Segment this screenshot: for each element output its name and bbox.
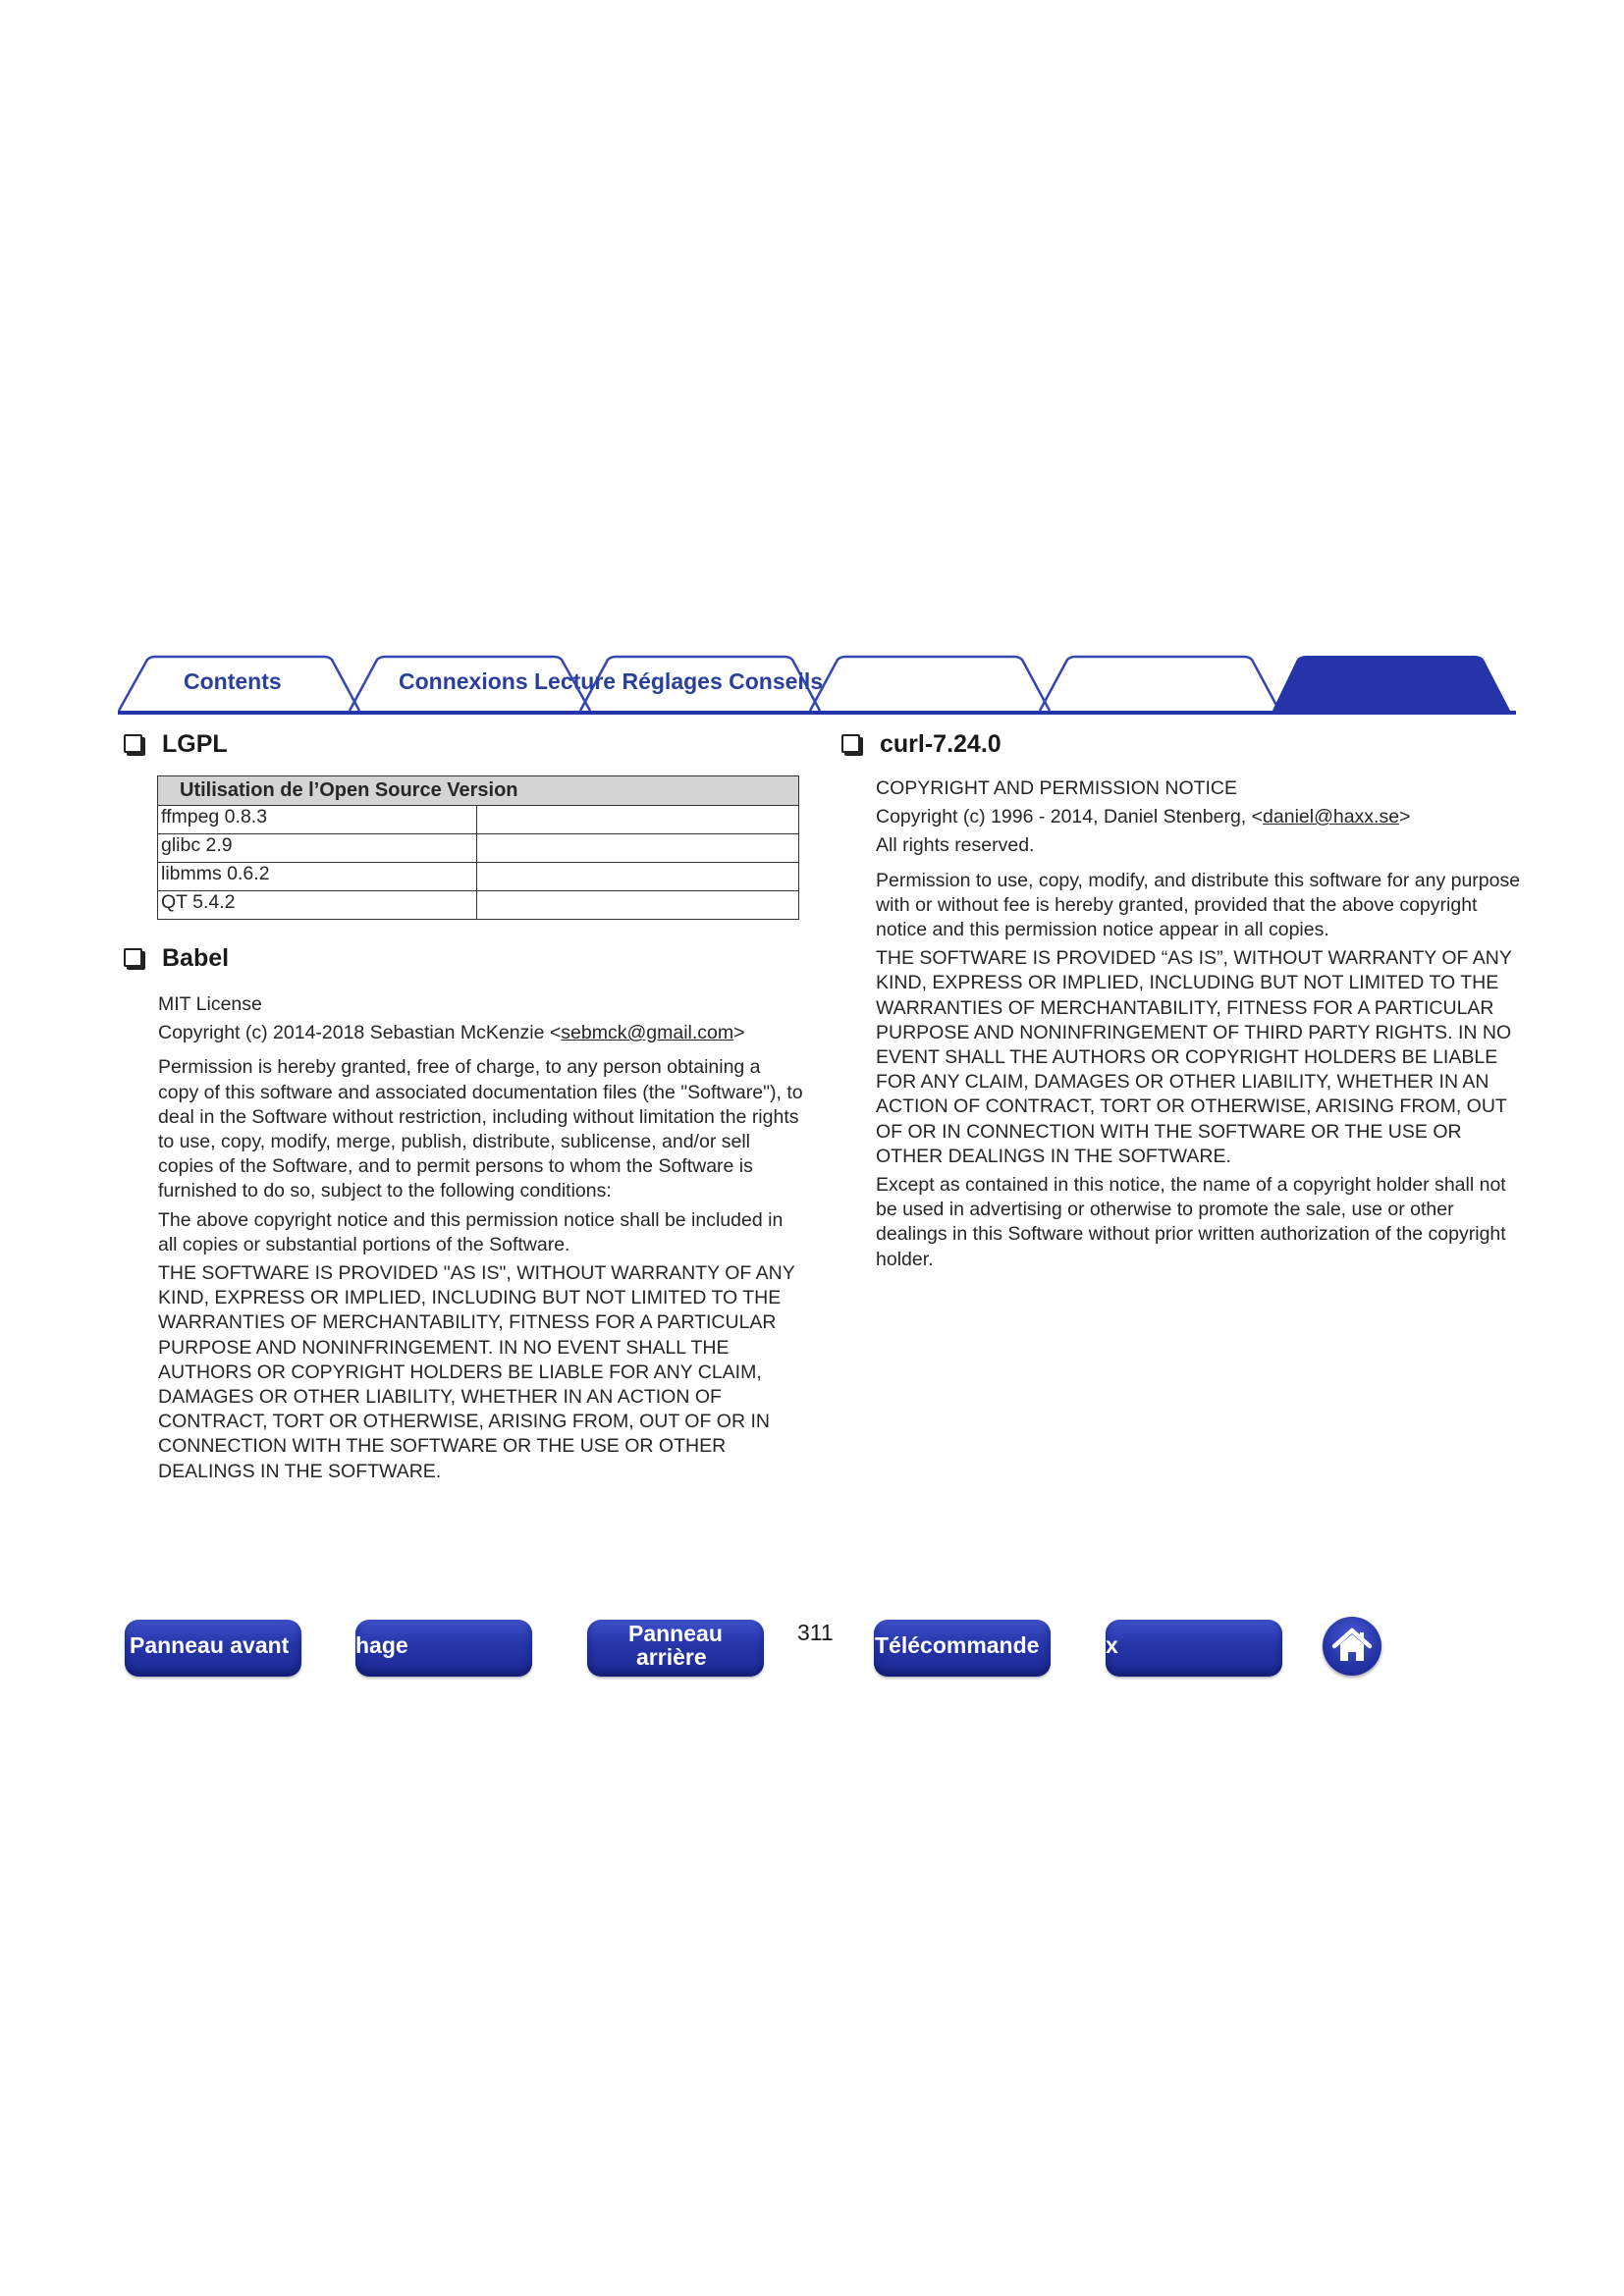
curl-heading — [841, 730, 1001, 759]
page-number: 311 — [797, 1620, 834, 1645]
table-row — [158, 806, 799, 834]
checkbox-bullet-icon — [124, 948, 142, 967]
curl-rights: All rights reserved. — [876, 834, 1035, 857]
table-cell: libmms 0.6.2 — [158, 863, 477, 891]
babel-copyright — [158, 1021, 806, 1045]
panneau-arriere-label-2: arrière — [636, 1644, 707, 1670]
table-cell-empty — [476, 891, 798, 920]
checkbox-bullet-icon — [124, 734, 142, 753]
babel-permission: Permission is hereby granted, free of charge, to any person obtaining a copy of this software and associated documentation files (the "Software"), to deal in the Software without restriction, including without limitation the rights to use, copy, modify, merge, publish, distribute, sublicense, and/or sell copies of the Software, and to permit persons to whom the Software is furnished to do so, subject to the following conditions: — [158, 1056, 803, 1202]
lgpl-heading-text: LGPL — [162, 730, 228, 758]
telecommande-button[interactable] — [874, 1620, 1051, 1677]
curl-warranty: THE SOFTWARE IS PROVIDED “AS IS”, WITHOUT WARRANTY OF ANY KIND, EXPRESS OR IMPLIED, INCLUDING BUT NOT LIMITED TO THE WARRANTIES OF MERCHANTABILITY, FITNESS FOR A PARTICULAR PURPOSE AND NONINFRINGEMENT OF THIRD PARTY RIGHTS. IN NO EVENT SHALL THE AUTHORS OR COPYRIGHT HOLDERS BE LIABLE FOR ANY CLAIM, DAMAGES OR OTHER LIABILITY, WHETHER IN AN ACTION OF CONTRACT, TORT OR OTHERWISE, ARISING FROM, OUT OF OR IN CONNECTION WITH THE SOFTWARE OR THE USE OR OTHER DEALINGS IN THE SOFTWARE. — [876, 947, 1512, 1167]
curl-title: COPYRIGHT AND PERMISSION NOTICE — [876, 777, 1238, 799]
table-header-cell: Utilisation de l’Open Source Version — [158, 776, 799, 806]
tab-connexions-lecture-reglages-conseils[interactable]: Connexions Lecture Réglages Conseils — [399, 668, 824, 694]
panneau-arriere-button[interactable] — [587, 1620, 764, 1677]
curl-body — [876, 776, 1524, 1272]
telecommande-label: Télécommande — [875, 1632, 1040, 1658]
babel-email-link[interactable]: sebmck@gmail.com — [561, 1022, 734, 1044]
lgpl-heading — [124, 730, 228, 759]
babel-heading-text: Babel — [162, 944, 230, 972]
affichage-button[interactable] — [355, 1620, 532, 1677]
tab-bar-outline — [0, 0, 1624, 726]
index-button[interactable] — [1106, 1620, 1282, 1677]
table-cell-empty — [476, 806, 798, 834]
table-header-row — [158, 776, 799, 806]
table-cell: ffmpeg 0.8.3 — [158, 806, 477, 834]
babel-license: MIT License — [158, 993, 262, 1015]
babel-copyright-end: > — [733, 1022, 745, 1044]
affichage-label: hage — [355, 1632, 408, 1658]
tab-bar — [0, 0, 1624, 726]
table-row — [158, 863, 799, 891]
table-cell-empty — [476, 834, 798, 863]
curl-copyright-text: Copyright (c) 1996 - 2014, Daniel Stenberg, < — [876, 806, 1264, 828]
curl-except: Except as contained in this notice, the name of a copyright holder shall not be used in advertising or otherwise to promote the sale, use or other dealings in this Software without prior written authorization of the copyright holder. — [876, 1174, 1506, 1270]
table-cell-empty — [476, 863, 798, 891]
panneau-arriere-label-1: Panneau — [628, 1621, 723, 1646]
panneau-avant-button[interactable] — [125, 1620, 301, 1677]
table-cell: QT 5.4.2 — [158, 891, 477, 920]
curl-copyright-end: > — [1399, 806, 1411, 828]
panneau-avant-label: Panneau avant — [130, 1632, 290, 1658]
tab-contents[interactable]: Contents — [184, 668, 282, 694]
checkbox-bullet-icon — [841, 734, 860, 753]
curl-heading-text: curl-7.24.0 — [880, 730, 1001, 758]
babel-copyright-text: Copyright (c) 2014-2018 Sebastian McKenzie < — [158, 1022, 562, 1044]
open-source-table — [157, 775, 799, 920]
table-row — [158, 834, 799, 863]
babel-notice: The above copyright notice and this permission notice shall be included in all copies or substantial portions of the Software. — [158, 1208, 784, 1255]
babel-warranty: THE SOFTWARE IS PROVIDED "AS IS", WITHOUT WARRANTY OF ANY KIND, EXPRESS OR IMPLIED, INCLUDING BUT NOT LIMITED TO THE WARRANTIES OF MERCHANTABILITY, FITNESS FOR A PARTICULAR PURPOSE AND NONINFRINGEMENT. IN NO EVENT SHALL THE AUTHORS OR COPYRIGHT HOLDERS BE LIABLE FOR ANY CLAIM, DAMAGES OR OTHER LIABILITY, WHETHER IN AN ACTION OF CONTRACT, TORT OR OTHERWISE, ARISING FROM, OUT OF OR IN CONNECTION WITH THE SOFTWARE OR THE USE OR OTHER DEALINGS IN THE SOFTWARE. — [158, 1262, 795, 1482]
table-row — [158, 891, 799, 920]
babel-heading — [124, 944, 229, 973]
curl-copyright — [876, 805, 1524, 829]
index-label: x — [1106, 1632, 1118, 1658]
table-cell: glibc 2.9 — [158, 834, 477, 863]
curl-permission: Permission to use, copy, modify, and distribute this software for any purpose with or without fee is hereby granted, provided that the above copyright notice and this permission notice appear in all copies. — [876, 869, 1521, 941]
babel-body — [158, 992, 806, 1484]
home-button[interactable] — [1323, 1617, 1381, 1676]
home-icon — [1323, 1617, 1381, 1676]
curl-email-link[interactable]: daniel@haxx.se — [1263, 806, 1400, 828]
